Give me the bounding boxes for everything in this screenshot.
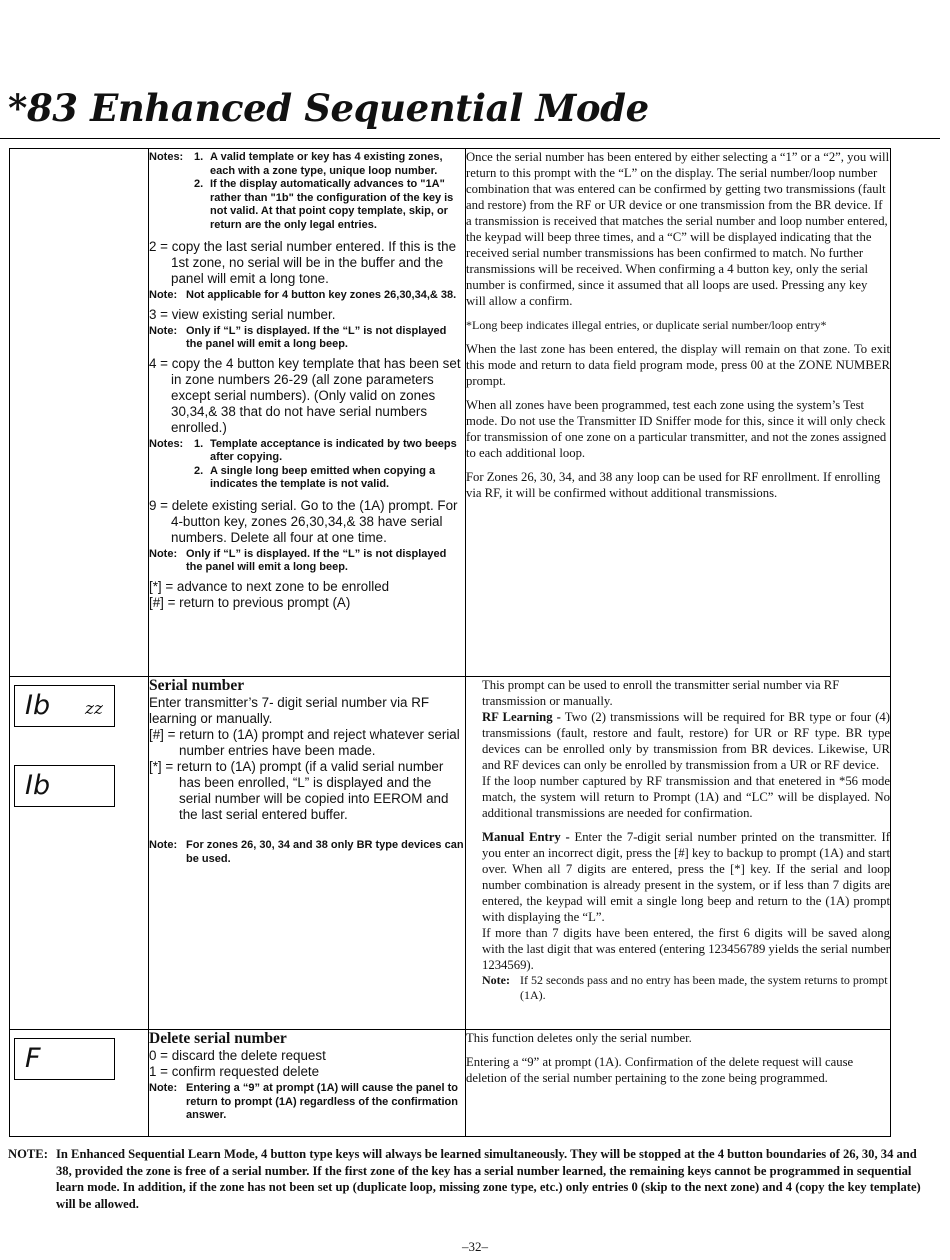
note-text: Only if “L” is displayed. If the “L” is not displayed the panel will emit a long beep.: [186, 324, 447, 350]
paragraph: If the loop number captured by RF transmission and that enetered in *56 mode match, the system will return to Prompt (1A) and “LC” will be displayed. No additional transmissions are needed for confirmation.: [482, 774, 890, 820]
option-2: 2 = copy the last serial number entered. If this is the 1st zone, no serial will be in the buffer and the panel will emit a long tone.: [149, 239, 457, 286]
paragraph: For Zones 26, 30, 34, and 38 any loop can be used for RF enrollment. If enrolling via RF, it will be confirmed without additional transmissions.: [466, 470, 881, 500]
paragraph: This function deletes only the serial number.: [466, 1031, 692, 1045]
footer-note-body: [8, 1146, 926, 1212]
display-text: Ib: [25, 690, 51, 721]
paragraph: Entering a “9” at prompt (1A). Confirmation of the delete request will cause deletion of the serial number pertaining to the zone being programmed.: [466, 1055, 854, 1085]
display-cell: [10, 1030, 149, 1137]
note-item: [149, 151, 465, 178]
options-cell: [149, 1030, 466, 1137]
note-number: 2.: [194, 464, 204, 477]
description-cell: [466, 149, 891, 677]
paragraph: [482, 829, 890, 925]
option-9-note: [149, 548, 465, 575]
paragraph: [482, 709, 890, 773]
option-3-note: [149, 325, 465, 352]
display-cell: [10, 677, 149, 1030]
note-label: Note:: [482, 973, 510, 987]
right-note: [482, 973, 890, 1003]
option-4-notes: [149, 438, 465, 492]
page-title: *83 Enhanced Sequential Mode: [8, 86, 649, 130]
star-key-option: [*] = return to (1A) prompt (if a valid serial number has been enrolled, “L” is displayed and the serial number will be copied into EEROM and the last serial entered buffer.: [149, 759, 449, 822]
footer-note-label: NOTE:: [8, 1147, 48, 1161]
program-table: [9, 148, 891, 1137]
note-text: If 52 seconds pass and no entry has been made, the system returns to prompt (1A).: [520, 973, 888, 1002]
paragraph: If more than 7 digits have been entered, the first 6 digits will be saved along with the last digit that was entered (entering 123456789 yields the serial number 1234569).: [482, 926, 891, 972]
paragraph: This prompt can be used to enroll the transmitter serial number via RF transmission or manually.: [482, 678, 840, 708]
note-label: Note:: [149, 324, 178, 337]
note-text: A single long beep emitted when copying a indicates the template is not valid.: [210, 464, 436, 490]
note-text: Entering a “9” at prompt (1A) will cause the panel to return to prompt (1A) regardless of the confirmation answer.: [186, 1082, 458, 1121]
footer-note-text: In Enhanced Sequential Learn Mode, 4 button type keys will always be learned simultaneously. They will be stopped at the 4 button boundaries of 26, 30, 34 and 38, provided the zone is free of a serial number. If the first zone of the key has a serial number learned, the remaining keys cannot be programmed in sequential learn mode. In addition, if the zone has not been set up (duplicate loop, missing zone type, etc.) only entries 0 (skip to the next zone) and 4 (copy the key template) will be allowed.: [56, 1147, 921, 1211]
lcd-display: [14, 765, 115, 807]
note-text: Not applicable for 4 button key zones 26,30,34,& 38.: [186, 289, 457, 301]
option-9: 9 = delete existing serial. Go to the (1A) prompt. For 4-button key, zones 26,30,34,& 38 have serial numbers. Delete all four at one time.: [149, 497, 458, 545]
row-delete-serial: [10, 1030, 891, 1137]
hash-key-option: [#] = return to previous prompt (A): [149, 594, 351, 610]
rf-learning-text: Two (2) transmissions will be required for BR type or four (4) transmissions (fault, restore and fault, restore) for UR or RF type. BR type devices can be enrolled only by transmission from BR devices. Likewise, UR and RF devices can only be enrolled by transmission from a UR or RF device.: [482, 710, 890, 772]
note-text: Template acceptance is indicated by two beeps after copying.: [210, 437, 457, 463]
note-text: Only if “L” is displayed. If the “L” is not displayed the panel will emit a long beep.: [186, 547, 447, 573]
option-3: 3 = view existing serial number.: [149, 306, 336, 322]
option-0: 0 = discard the delete request: [149, 1048, 326, 1063]
section-title: Serial number: [149, 677, 245, 694]
row-serial-number: [10, 677, 891, 1030]
display-cell-empty: [10, 149, 149, 677]
title-divider: [0, 138, 940, 139]
description-cell: [466, 1030, 891, 1137]
paragraph: When all zones have been programmed, test each zone using the system’s Test mode. Do not use the Transmitter ID Sniffer mode for this, since it will only check for transmission of one zone on a particular transmitter, and not the zones assigned to each additional loop.: [466, 398, 887, 460]
option-4: 4 = copy the 4 button key template that has been set in zone numbers 26-29 (all zone parameters except serial numbers). (Only valid on zones 30,34,& 38 that do not have serial numbers enrolled.): [149, 355, 461, 435]
serial-note: [149, 839, 465, 866]
display-subtext: zz: [85, 699, 103, 719]
note-item: [149, 465, 465, 492]
section-title: Delete serial number: [149, 1030, 287, 1047]
hash-key-option: [#] = return to (1A) prompt and reject whatever serial number entries have been made.: [149, 727, 460, 758]
note-label: Note:: [149, 1082, 178, 1094]
rf-learning-label: RF Learning -: [482, 710, 561, 724]
delete-note: [149, 1082, 465, 1123]
page-number: –32–: [462, 1239, 488, 1254]
note-item: [149, 438, 465, 465]
footer-note: [8, 1146, 926, 1212]
note-number: 1.: [194, 151, 204, 163]
note-number: 1.: [194, 437, 204, 450]
display-text: Ib: [25, 770, 51, 801]
manual-entry-label: Manual Entry -: [482, 830, 570, 844]
notes-block: [149, 151, 465, 232]
note-label: Note:: [149, 839, 178, 851]
options-cell: [149, 677, 466, 1030]
note-label: Note:: [149, 289, 178, 301]
display-text: F: [25, 1043, 41, 1074]
intro-text: Enter transmitter’s 7- digit serial number via RF learning or manually.: [149, 695, 430, 726]
lcd-display: [14, 1038, 115, 1080]
row-options: [10, 149, 891, 677]
note-text: If the display automatically advances to "1A" rather than "1b" the configuration of the key is not valid. At that point copy template, skip, or return are the only legal entries.: [210, 178, 454, 231]
description-cell: [466, 677, 891, 1030]
options-cell: [149, 149, 466, 677]
option-1: 1 = confirm requested delete: [149, 1064, 320, 1079]
star-key-option: [*] = advance to next zone to be enrolled: [149, 578, 390, 594]
manual-entry-text: Enter the 7-digit serial number printed on the transmitter. If you enter an incorrect digit, press the [#] key to backup to prompt (1A) and start over. When all 7 digits are entered, press the [*] key. If the serial and loop number combination is already present in the system, or if less than 7 digits are entered, the keypad will emit a single long beep and return to the (1A) prompt with displaying the “L”.: [482, 830, 891, 924]
note-text: For zones 26, 30, 34 and 38 only BR type devices can be used.: [186, 839, 464, 865]
note-number: 2.: [194, 178, 204, 190]
paragraph: Once the serial number has been entered by either selecting a “1” or a “2”, you will return to this prompt with the “L” on the display. The serial number/loop number combination that was entered can be confirmed by getting two transmissions (fault and restore) from the RF or UR device or one transmission from the BR device. If a transmission is received that matches the serial number and loop number entered, the keypad will beep three times, and a “C” will be displayed indicating that the received serial number transmissions has been confirmed to match. No further transmissions will be received. When confirming a 4 button key, only the serial number is confirmed, since it assumed that all loops are used. Pressing any key will allow a confirm.: [466, 150, 890, 308]
lcd-display: [14, 685, 115, 727]
notes-label: Notes:: [149, 151, 184, 163]
note-label: Note:: [149, 547, 178, 560]
note-item: [149, 178, 465, 232]
paragraph: *Long beep indicates illegal entries, or duplicate serial number/loop entry*: [466, 318, 827, 332]
note-text: A valid template or key has 4 existing zones, each with a zone type, unique loop number.: [210, 151, 443, 177]
notes-label: Notes:: [149, 437, 184, 450]
option-2-note: [149, 289, 465, 303]
paragraph: When the last zone has been entered, the display will remain on that zone. To exit this mode and return to data field program mode, press 00 at the ZONE NUMBER prompt.: [466, 342, 890, 388]
